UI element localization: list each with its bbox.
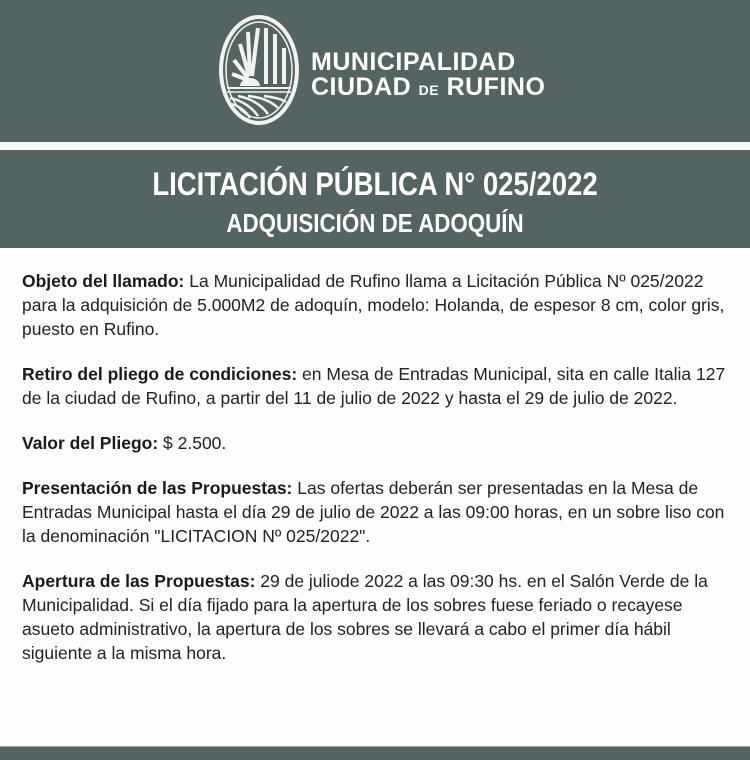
section-label: Presentación de las Propuestas: [22, 478, 293, 498]
header-band [0, 0, 750, 142]
section-label: Apertura de las Propuestas: [22, 571, 256, 591]
brand-line1: MUNICIPALIDAD [311, 48, 516, 76]
section-valor [22, 431, 732, 455]
section-objeto [22, 269, 732, 341]
title-band [0, 150, 750, 248]
section-label: Retiro del pliego de condiciones: [22, 364, 298, 384]
page-title: LICITACIÓN PÚBLICA N° 025/2022 [152, 166, 598, 202]
section-apertura [22, 569, 732, 665]
notice-body [22, 269, 732, 686]
municipal-seal-icon [218, 14, 300, 126]
section-text: $ 2.500. [158, 433, 227, 453]
footer-band [0, 746, 750, 760]
section-text: Las ofertas deberán ser presentadas en la Mesa de Entradas Municipal hasta el día 29 de julio de 2022 a las 09:00 horas, en un sobre liso con la denominación "LICITACION Nº 025/2022". [22, 478, 725, 546]
municipality-brand [311, 50, 545, 103]
section-label: Objeto del llamado: [22, 271, 185, 291]
divider-stripe [0, 142, 750, 150]
brand-rufino: RUFINO [439, 73, 546, 101]
section-text: en Mesa de Entradas Municipal, sita en calle Italia 127 de la ciudad de Rufino, a partir del 11 de julio de 2022 y hasta el 29 de julio de 2022. [22, 364, 726, 408]
brand-de: DE [418, 82, 440, 98]
brand-ciudad: CIUDAD [311, 73, 419, 101]
section-text: La Municipalidad de Rufino llama a Licitación Pública Nº 025/2022 para la adquisición de 5.000M2 de adoquín, modelo: Holanda, de espesor 8 cm, color gris, puesto en Rufino. [22, 271, 725, 339]
section-text: 29 de juliode 2022 a las 09:30 hs. en el Salón Verde de la Municipalidad. Si el día fijado para la apertura de los sobres fuese feriado o recayese asueto administrativo, la apertura de los sobres se llevará a cabo el primer día hábil siguiente a la misma hora. [22, 571, 708, 663]
section-label: Valor del Pliego: [22, 433, 159, 453]
page-subtitle: ADQUISICIÓN DE ADOQUÍN [226, 208, 524, 238]
section-presentacion [22, 476, 732, 548]
section-retiro [22, 362, 732, 410]
brand-line2 [311, 75, 545, 103]
